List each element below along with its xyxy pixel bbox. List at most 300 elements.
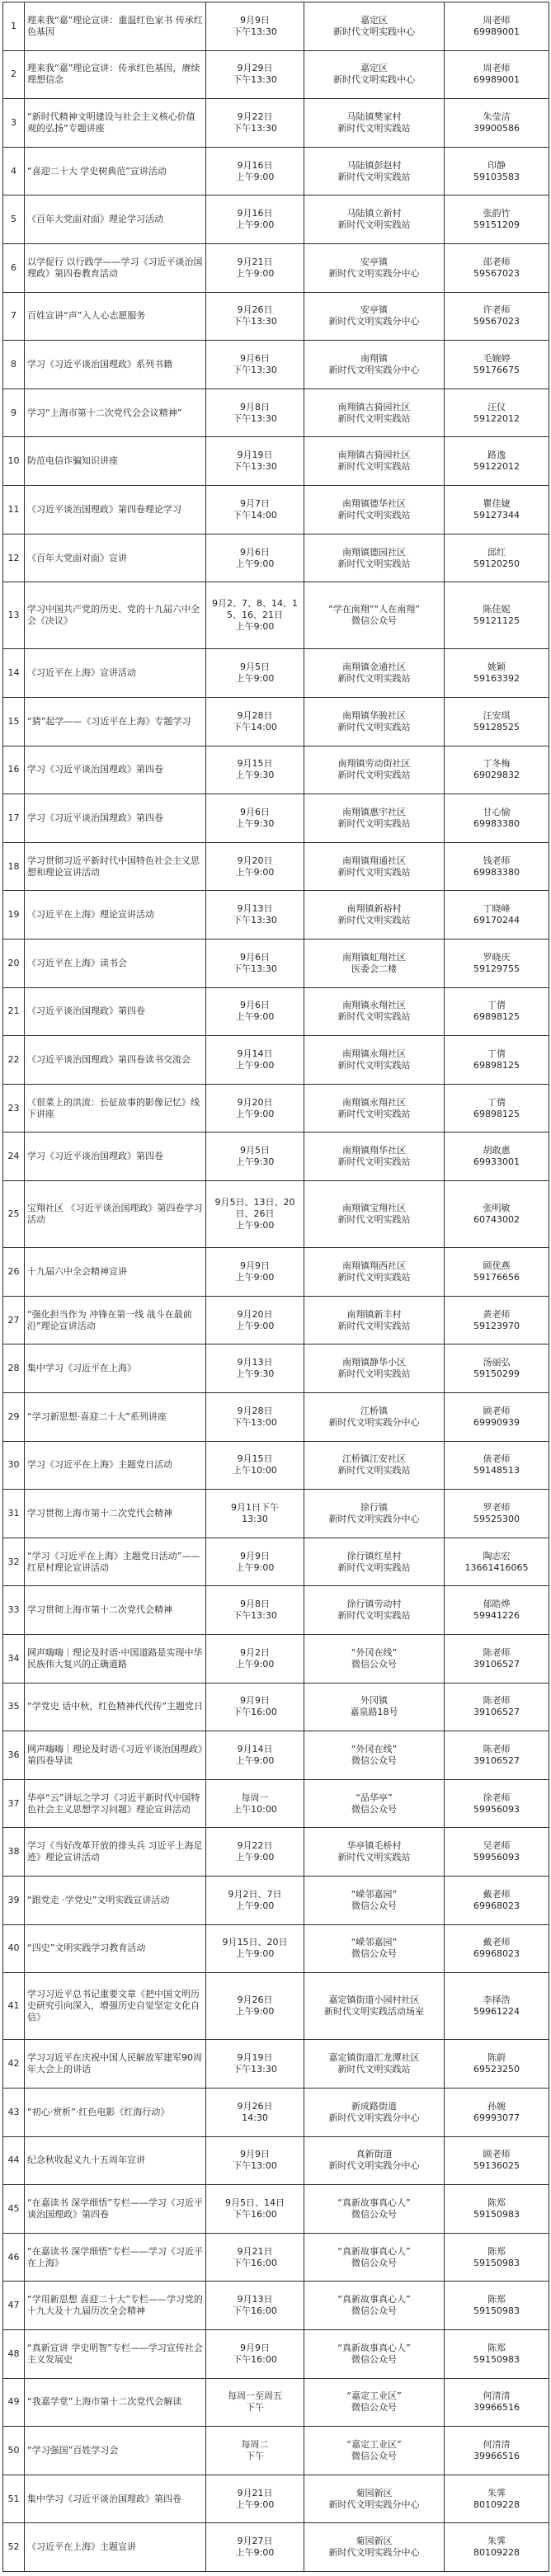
activity-location: 南翔镇永翔社区 新时代文明实践站 [304, 987, 445, 1036]
activity-title: “学党史 话中秋，红色精神代代传”主题党日 [25, 1683, 206, 1731]
activity-title: “学习《习近平在上海》主题党日活动”——红星村理论宣讲活动 [25, 1538, 206, 1586]
row-number: 21 [3, 987, 25, 1036]
activity-location: 新成路街道 新时代文明实践分中心 [304, 2088, 445, 2136]
contact-info: 何清清 39966516 [445, 2427, 549, 2475]
row-number: 39 [3, 1877, 25, 1925]
activity-location: 嘉定区 新时代文明实践中心 [304, 2, 445, 51]
activity-time: 9月5日、14日 下午16:00 [206, 2185, 304, 2234]
row-number: 13 [3, 582, 25, 649]
contact-info: 丁倩 69898125 [445, 1036, 549, 1085]
table-row [3, 2523, 549, 2572]
table-row [3, 2088, 549, 2136]
activity-location: 南翔镇劳动街社区 新时代文明实践站 [304, 746, 445, 794]
activity-time: 每周一 上午10:00 [206, 1779, 304, 1828]
activity-time: 9月9日 下午16:00 [206, 2330, 304, 2379]
table-row [3, 534, 549, 582]
activity-time: 9月21日 上午9:00 [206, 244, 304, 293]
activity-title: 学习习近平在庆祝中国人民解放军建军90周年大会上的讲话 [25, 2040, 206, 2089]
contact-info: 徐老师 59956093 [445, 1779, 549, 1828]
activity-title: 学习《习近平谈治国理政》系列书籍 [25, 341, 206, 389]
activity-time: 9月27日 上午9:00 [206, 2523, 304, 2572]
activity-title: 《百年大党面对面》理论学习活动 [25, 195, 206, 244]
row-number: 47 [3, 2282, 25, 2330]
table-row [3, 746, 549, 794]
activity-title: 学习中国共产党的历史、党的十九届六中全会《决议》 [25, 582, 206, 649]
activity-title: “学习新思想·喜迎二十大”系列讲座 [25, 1392, 206, 1441]
activity-location: 菊园新区 新时代文明实践分中心 [304, 2523, 445, 2572]
activity-time: 9月14日 上午9:00 [206, 1731, 304, 1780]
activity-location: 南翔镇宝翔社区 新时代文明实践站 [304, 1181, 445, 1248]
activity-location: 南翔镇古猗园社区 新时代文明实践站 [304, 437, 445, 486]
activity-location: “嵘邻嘉园” 微信公众号 [304, 1924, 445, 1973]
table-row [3, 1036, 549, 1085]
activity-location: 嘉定区 新时代文明实践中心 [304, 50, 445, 99]
table-row [3, 1181, 549, 1248]
contact-info: 顾老师 59136025 [445, 2136, 549, 2185]
activity-location: 马陆镇立新村 新时代文明实践站 [304, 195, 445, 244]
activity-time: 9月8日 下午13:30 [206, 1586, 304, 1635]
activity-location: 南翔镇惠宇社区 新时代文明实践站 [304, 794, 445, 843]
row-number: 31 [3, 1490, 25, 1538]
table-row [3, 1635, 549, 1684]
contact-info: 朱霁 80109228 [445, 2475, 549, 2523]
activity-title: “强化担当作为 冲锋在第一线 战斗在最前沿”理论宣讲活动 [25, 1296, 206, 1345]
row-number: 40 [3, 1924, 25, 1973]
row-number: 2 [3, 50, 25, 99]
contact-info: 许老师 59567023 [445, 292, 549, 341]
table-row [3, 2282, 549, 2330]
contact-info: 丁冬梅 69029832 [445, 746, 549, 794]
activity-title: 《习近平谈治国理政》第四卷读书交流会 [25, 1036, 206, 1085]
contact-info: 周老师 69989001 [445, 2, 549, 51]
activity-title: 《习近平谈治国理政》第四卷 [25, 987, 206, 1036]
activity-title: 集中学习《习近平在上海》 [25, 1345, 206, 1393]
activity-title: 防范电信诈骗知识讲座 [25, 437, 206, 486]
contact-info: 陈郑 59150983 [445, 2330, 549, 2379]
activity-time: 9月2日 上午9:00 [206, 1635, 304, 1684]
contact-info: 何清清 39966516 [445, 2378, 549, 2427]
activity-location: 南翔镇永翔社区 新时代文明实践站 [304, 1036, 445, 1085]
activity-time: 9月14日 上午9:00 [206, 1036, 304, 1085]
table-row [3, 2233, 549, 2282]
contact-info: 朱霁 80109228 [445, 2523, 549, 2572]
activity-time: 9月2、7、8、14、15、16、21日 上午9:00 [206, 582, 304, 649]
activity-location: 嘉定镇街道汇龙潭社区 新时代文明实践站 [304, 2040, 445, 2089]
table-row [3, 2, 549, 51]
activity-title: 学习《习近平在上海》主题党日活动 [25, 1441, 206, 1490]
activity-title: “初心·赏析”·红色电影《红海行动》 [25, 2088, 206, 2136]
activity-title: 《习近平在上海》主题宣讲 [25, 2523, 206, 2572]
activity-title: 纪念秋收起义九十五周年宣讲 [25, 2136, 206, 2185]
activity-title: 华亭“云”讲坛之学习《习近平新时代中国特色社会主义思想学习问题》理论宣讲活动 [25, 1779, 206, 1828]
table-row [3, 292, 549, 341]
activity-time: 9月13日 上午9:30 [206, 1345, 304, 1393]
activity-title: 网声嗨嗨｜理论及时语·《习近平谈治国理政》第四卷导读 [25, 1731, 206, 1780]
activity-location: 江桥镇江安社区 新时代文明实践站 [304, 1441, 445, 1490]
activity-time: 9月28日 下午14:00 [206, 697, 304, 746]
activity-location: 安亭镇 新时代文明实践分中心 [304, 292, 445, 341]
activity-location: 真新街道 新时代文明实践分中心 [304, 2136, 445, 2185]
table-row [3, 1538, 549, 1586]
activity-time: 9月6日 上午9:00 [206, 987, 304, 1036]
row-number: 49 [3, 2378, 25, 2427]
table-row [3, 649, 549, 698]
row-number: 18 [3, 842, 25, 891]
activity-location: “嘉定工业区” 微信公众号 [304, 2427, 445, 2475]
activity-time: 9月1日下午 13:30 [206, 1490, 304, 1538]
contact-info: 丁倩 69898125 [445, 1084, 549, 1133]
activity-location: 南翔镇新裕村 新时代文明实践站 [304, 891, 445, 940]
contact-info: 陈郑 59150983 [445, 2282, 549, 2330]
contact-info: 陈老师 39106527 [445, 1731, 549, 1780]
contact-info: 路逸 59122012 [445, 437, 549, 486]
row-number: 24 [3, 1133, 25, 1181]
table-row [3, 940, 549, 988]
row-number: 25 [3, 1181, 25, 1248]
activity-title: “跟党走 ·学党史”文明实践宣讲活动 [25, 1877, 206, 1925]
activity-location: 南翔镇虹翔社区 医委会二楼 [304, 940, 445, 988]
row-number: 46 [3, 2233, 25, 2282]
contact-info: 郁皓烨 59941226 [445, 1586, 549, 1635]
activity-time: 9月5日 上午9:30 [206, 1133, 304, 1181]
activity-time: 9月26日 14:30 [206, 2088, 304, 2136]
activity-location: 徐行镇 新时代文明实践分中心 [304, 1490, 445, 1538]
activity-title: “在嘉读书 深学细悟”专栏——学习《习近平在上海》 [25, 2233, 206, 2282]
activity-time: 9月19日 下午13:30 [206, 2040, 304, 2089]
activity-location: 南翔镇德华社区 新时代文明实践站 [304, 486, 445, 535]
contact-info: 印静 59103583 [445, 147, 549, 195]
activity-location: 徐行镇劳动村 新时代文明实践站 [304, 1586, 445, 1635]
activity-location: 徐行镇红星村 新时代文明实践站 [304, 1538, 445, 1586]
row-number: 43 [3, 2088, 25, 2136]
row-number: 52 [3, 2523, 25, 2572]
table-row [3, 1392, 549, 1441]
row-number: 36 [3, 1731, 25, 1780]
activity-title: 《习近平谈治国理政》第四卷理论学习 [25, 486, 206, 535]
contact-info: 甘心愉 69983380 [445, 794, 549, 843]
table-row [3, 486, 549, 535]
activity-location: 南翔镇德园社区 新时代文明实践站 [304, 534, 445, 582]
contact-info: 毛婉婷 59176675 [445, 341, 549, 389]
activity-title: 《习近平在上海》读书会 [25, 940, 206, 988]
contact-info: 陈老师 39106527 [445, 1635, 549, 1684]
activity-location: 嘉定镇街道小园村社区 新时代文明实践活动场室 [304, 1973, 445, 2040]
activity-title: 理来我“嘉”理论宣讲：重温红色家书 传承红色基因 [25, 2, 206, 51]
activity-title: 学习贯彻上海市第十二次党代会精神 [25, 1490, 206, 1538]
row-number: 38 [3, 1828, 25, 1877]
table-row [3, 1828, 549, 1877]
table-row [3, 1133, 549, 1181]
activity-location: 外冈镇 嘉泉路18号 [304, 1683, 445, 1731]
contact-info: 钱老师 69983380 [445, 842, 549, 891]
contact-info: 黄老师 59123970 [445, 1296, 549, 1345]
activity-location: 南翔镇翔通社区 新时代文明实践站 [304, 842, 445, 891]
activity-time: 9月15日、20日 上午9:00 [206, 1924, 304, 1973]
table-row [3, 697, 549, 746]
table-row [3, 1296, 549, 1345]
table-row [3, 1731, 549, 1780]
activity-table [2, 2, 549, 2572]
contact-info: 吴老师 59956093 [445, 1828, 549, 1877]
contact-info: 丁晓峰 69170244 [445, 891, 549, 940]
table-row [3, 2475, 549, 2523]
activity-time: 9月20日 上午9:00 [206, 1084, 304, 1133]
contact-info: 朱莹洁 39900586 [445, 99, 549, 148]
activity-title: 集中学习《习近平谈治国理政》第四卷 [25, 2475, 206, 2523]
activity-time: 9月9日 上午9:00 [206, 1538, 304, 1586]
activity-title: 网声嗨嗨｜理论及时语·中国道路是实现中华民族伟大复兴的正确道路 [25, 1635, 206, 1684]
row-number: 44 [3, 2136, 25, 2185]
row-number: 41 [3, 1973, 25, 2040]
table-row [3, 244, 549, 293]
row-number: 6 [3, 244, 25, 293]
activity-time: 9月6日 上午9:30 [206, 794, 304, 843]
contact-info: 陈老师 39106527 [445, 1683, 549, 1731]
activity-location: 南翔镇翔华社区 新时代文明实践站 [304, 1133, 445, 1181]
activity-time: 9月22日 下午13:30 [206, 99, 304, 148]
contact-info: 顾优燕 59176656 [445, 1248, 549, 1297]
table-row [3, 1441, 549, 1490]
table-row [3, 1490, 549, 1538]
activity-title: 以学促行 以行践学——学习《习近平谈治国理政》第四卷教育活动 [25, 244, 206, 293]
table-row [3, 341, 549, 389]
activity-time: 9月22日 上午9:00 [206, 1828, 304, 1877]
contact-info: 顾老师 69990939 [445, 1392, 549, 1441]
activity-location: “真新故事真心人” 微信公众号 [304, 2330, 445, 2379]
contact-info: 丁倩 69898125 [445, 987, 549, 1036]
table-row [3, 1683, 549, 1731]
row-number: 7 [3, 292, 25, 341]
contact-info: 胡敢惠 69933001 [445, 1133, 549, 1181]
row-number: 30 [3, 1441, 25, 1490]
activity-location: 南翔镇静华小区 新时代文明实践站 [304, 1345, 445, 1393]
row-number: 17 [3, 794, 25, 843]
row-number: 33 [3, 1586, 25, 1635]
contact-info: 陈郑 59150983 [445, 2185, 549, 2234]
activity-time: 9月6日 下午13:30 [206, 341, 304, 389]
activity-time: 9月21日 下午16:00 [206, 2233, 304, 2282]
activity-title: 《很菜上的洪流：长征故事的影像记忆》线下讲座 [25, 1084, 206, 1133]
row-number: 8 [3, 341, 25, 389]
row-number: 51 [3, 2475, 25, 2523]
row-number: 4 [3, 147, 25, 195]
contact-info: 陶志宏 13661416065 [445, 1538, 549, 1586]
row-number: 35 [3, 1683, 25, 1731]
activity-location: 马陆镇彭赵村 新时代文明实践站 [304, 147, 445, 195]
activity-title: “新时代精神文明建设与社会主义核心价值观的弘扬”专题讲座 [25, 99, 206, 148]
table-row [3, 2136, 549, 2185]
activity-title: 《百年大党面对面》宣讲 [25, 534, 206, 582]
activity-location: 安亭镇 新时代文明实践分中心 [304, 244, 445, 293]
row-number: 32 [3, 1538, 25, 1586]
contact-info: 张明敏 60743002 [445, 1181, 549, 1248]
activity-location: 江桥镇 新时代文明实践分中心 [304, 1392, 445, 1441]
activity-location: “品华亭” 微信公众号 [304, 1779, 445, 1828]
row-number: 42 [3, 2040, 25, 2089]
table-row [3, 389, 549, 437]
contact-info: 姚颖 59163392 [445, 649, 549, 698]
contact-info: 周老师 69989001 [445, 50, 549, 99]
activity-time: 9月13日 下午16:00 [206, 2282, 304, 2330]
activity-time: 每周二 下午 [206, 2427, 304, 2475]
row-number: 22 [3, 1036, 25, 1085]
contact-info: 张韵竹 59151209 [445, 195, 549, 244]
row-number: 10 [3, 437, 25, 486]
row-number: 48 [3, 2330, 25, 2379]
table-row [3, 891, 549, 940]
contact-info: 孙婉 69993077 [445, 2088, 549, 2136]
activity-time: 9月5日、13日、20日、26日 上午9:00 [206, 1181, 304, 1248]
row-number: 20 [3, 940, 25, 988]
activity-title: 《习近平在上海》宣讲活动 [25, 649, 206, 698]
table-row [3, 1084, 549, 1133]
activity-title: 学习《习近平谈治国理政》第四卷 [25, 794, 206, 843]
table-row [3, 1877, 549, 1925]
activity-time: 每周一至周五 下午 [206, 2378, 304, 2427]
activity-title: 《习近平在上海》理论宣讲活动 [25, 891, 206, 940]
activity-time: 9月16日 上午9:00 [206, 147, 304, 195]
activity-location: “真新故事真心人” 微信公众号 [304, 2233, 445, 2282]
activity-time: 9月15日 上午10:00 [206, 1441, 304, 1490]
row-number: 34 [3, 1635, 25, 1684]
row-number: 27 [3, 1296, 25, 1345]
row-number: 45 [3, 2185, 25, 2234]
contact-info: 邱红 59120250 [445, 534, 549, 582]
activity-title: 学习习近平总书记重要文章《把中国文明历史研究引向深入，增强历史自觉坚定文化自信》 [25, 1973, 206, 2040]
row-number: 19 [3, 891, 25, 940]
activity-time: 9月6日 下午13:30 [206, 940, 304, 988]
contact-info: 戴老师 69968023 [445, 1877, 549, 1925]
activity-title: “学用新思想 喜迎二十大”专栏——学习党的十九大及十九届历次全会精神 [25, 2282, 206, 2330]
table-row [3, 1586, 549, 1635]
row-number: 14 [3, 649, 25, 698]
table-row [3, 437, 549, 486]
table-row [3, 2378, 549, 2427]
table-row [3, 1924, 549, 1973]
activity-time: 9月9日 下午13:30 [206, 2, 304, 51]
activity-title: “猜”起学——《习近平在上海》专题学习 [25, 697, 206, 746]
contact-info: 陈蔚 69523250 [445, 2040, 549, 2089]
activity-location: 南翔镇永翔社区 新时代文明实践站 [304, 1084, 445, 1133]
activity-title: 百姓宣讲“声”入人心志愿服务 [25, 292, 206, 341]
activity-location: “真新故事真心人” 微信公众号 [304, 2282, 445, 2330]
contact-info: 李择浩 59961224 [445, 1973, 549, 2040]
activity-time: 9月6日 上午9:00 [206, 534, 304, 582]
row-number: 5 [3, 195, 25, 244]
activity-title: “四史”文明实践学习教育活动 [25, 1924, 206, 1973]
activity-location: 南翔镇 新时代文明实践分中心 [304, 341, 445, 389]
row-number: 11 [3, 486, 25, 535]
activity-location: “嵘邻嘉园” 微信公众号 [304, 1877, 445, 1925]
row-number: 1 [3, 2, 25, 51]
activity-location: 华亭镇毛桥村 新时代文明实践站 [304, 1828, 445, 1877]
activity-location: “嘉定工业区” 微信公众号 [304, 2378, 445, 2427]
contact-info: 邵老师 59567023 [445, 244, 549, 293]
activity-time: 9月13日 下午13:30 [206, 891, 304, 940]
table-row [3, 1973, 549, 2040]
activity-location: 马陆镇樊家村 新时代文明实践站 [304, 99, 445, 148]
table-row [3, 1248, 549, 1297]
row-number: 15 [3, 697, 25, 746]
activity-time: 9月29日 下午13:30 [206, 50, 304, 99]
table-row [3, 2427, 549, 2475]
activity-time: 9月2日、7日 上午9:00 [206, 1877, 304, 1925]
activity-time: 9月20日 上午9:00 [206, 1296, 304, 1345]
activity-title: 十九届六中全会精神宣讲 [25, 1248, 206, 1297]
activity-time: 9月19日 下午13:30 [206, 437, 304, 486]
table-row [3, 147, 549, 195]
row-number: 9 [3, 389, 25, 437]
activity-time: 9月8日 下午13:30 [206, 389, 304, 437]
activity-location: 南翔镇翔西社区 新时代文明实践站 [304, 1248, 445, 1297]
contact-info: 罗老师 59525300 [445, 1490, 549, 1538]
activity-time: 9月20日 上午9:00 [206, 842, 304, 891]
activity-location: “外冈在线” 微信公众号 [304, 1635, 445, 1684]
activity-time: 9月9日 下午16:00 [206, 1683, 304, 1731]
activity-title: 学习贯彻习近平新时代中国特色社会主义思想和理论宣讲活动 [25, 842, 206, 891]
contact-info: 汤丽弘 59150299 [445, 1345, 549, 1393]
activity-location: 南翔镇古猗园社区 新时代文明实践站 [304, 389, 445, 437]
row-number: 3 [3, 99, 25, 148]
activity-time: 9月15日 上午9:30 [206, 746, 304, 794]
activity-time: 9月16日 上午9:00 [206, 195, 304, 244]
table-row [3, 2040, 549, 2089]
activity-location: 南翔镇华骏社区 新时代文明实践站 [304, 697, 445, 746]
table-row [3, 50, 549, 99]
activity-time: 9月5日 上午9:00 [206, 649, 304, 698]
row-number: 26 [3, 1248, 25, 1297]
activity-time: 9月7日 下午14:00 [206, 486, 304, 535]
activity-location: “外冈在线” 微信公众号 [304, 1731, 445, 1780]
table-row [3, 99, 549, 148]
table-row [3, 987, 549, 1036]
activity-title: “我嘉学堂”上海市第十二次党代会解读 [25, 2378, 206, 2427]
activity-time: 9月9日 上午9:00 [206, 1248, 304, 1297]
contact-info: 瞿佳婕 59127344 [445, 486, 549, 535]
table-row [3, 842, 549, 891]
table-row [3, 794, 549, 843]
activity-title: “真新宣讲 学史明智”专栏——学习宣传社会主义发展史 [25, 2330, 206, 2379]
activity-time: 9月26日 下午13:30 [206, 292, 304, 341]
activity-time: 9月9日 下午13:00 [206, 2136, 304, 2185]
activity-title: 学习“上海市第十二次党代会会议精神” [25, 389, 206, 437]
activity-location: 南翔镇新丰村 新时代文明实践站 [304, 1296, 445, 1345]
activity-location: 菊园新区 新时代文明实践分中心 [304, 2475, 445, 2523]
table-row [3, 2185, 549, 2234]
activity-title: 学习《当好改革开放的排头兵 习近平上海足迹》理论宣讲活动 [25, 1828, 206, 1877]
contact-info: 俵老师 59148513 [445, 1441, 549, 1490]
activity-title: 学习《习近平谈治国理政》第四卷 [25, 746, 206, 794]
activity-location: “学在南翔”“人在南翔” 微信公众号 [304, 582, 445, 649]
row-number: 29 [3, 1392, 25, 1441]
activity-title: 理来我“嘉”理论宣讲：传承红色基因，赓续理想信念 [25, 50, 206, 99]
activity-time: 9月28日 下午13:00 [206, 1392, 304, 1441]
row-number: 28 [3, 1345, 25, 1393]
contact-info: 汪安琪 59128525 [445, 697, 549, 746]
table-row [3, 195, 549, 244]
activity-title: “喜迎二十大 学史树典范”宣讲活动 [25, 147, 206, 195]
activity-title: “在嘉读书 深学细悟”专栏——学习《习近平谈治国理政》第四卷 [25, 2185, 206, 2234]
activity-title: 宝翔社区 《习近平谈治国理政》第四卷学习活动 [25, 1181, 206, 1248]
activity-location: “真新故事真心人” 微信公众号 [304, 2185, 445, 2234]
activity-location: 南翔镇金通社区 新时代文明实践站 [304, 649, 445, 698]
contact-info: 陈郑 59150983 [445, 2233, 549, 2282]
row-number: 37 [3, 1779, 25, 1828]
activity-table-body [3, 2, 549, 2572]
table-row [3, 1779, 549, 1828]
row-number: 23 [3, 1084, 25, 1133]
row-number: 12 [3, 534, 25, 582]
